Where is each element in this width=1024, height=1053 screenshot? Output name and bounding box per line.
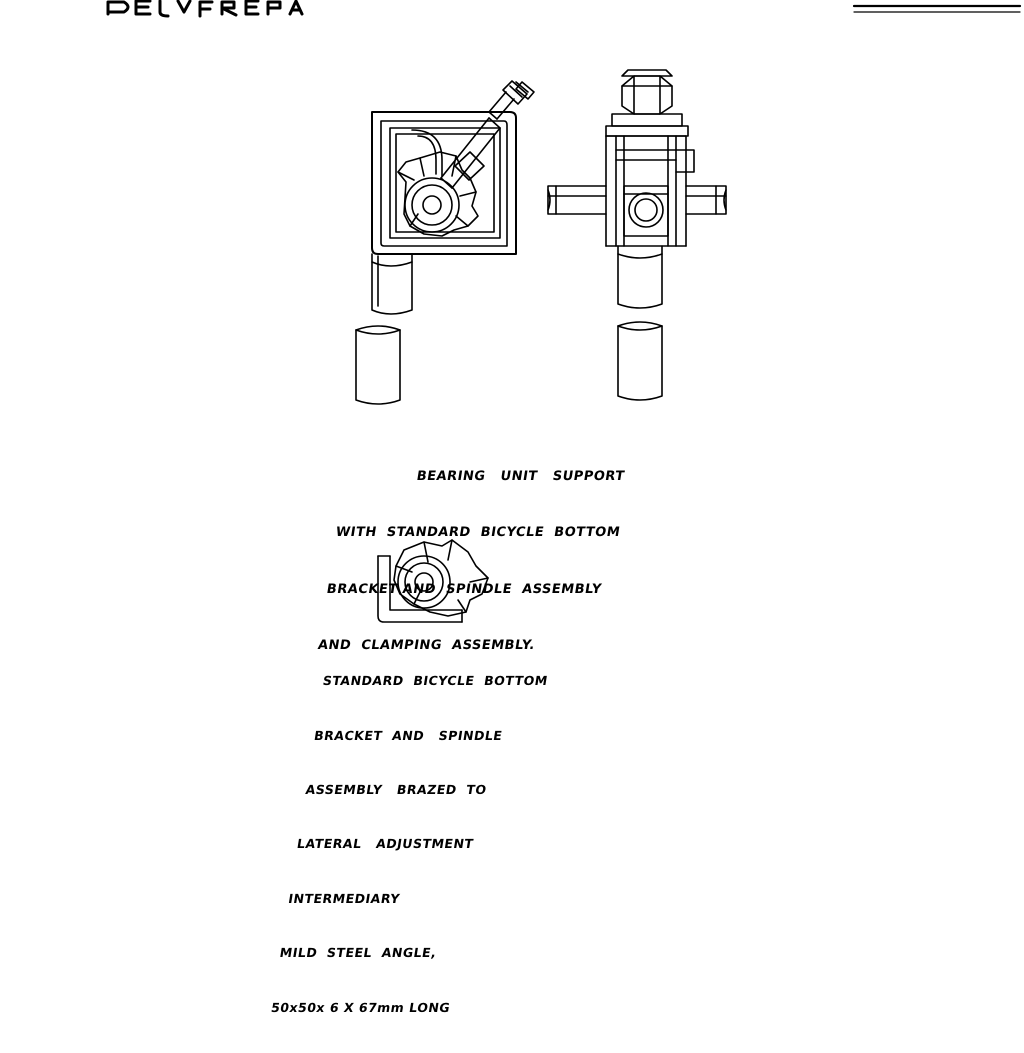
caption-line: ASSEMBLY BRAZED TO [304,782,488,797]
caption-line: BRACKET AND SPINDLE [313,727,504,743]
side-view-bearing-unit-support [548,70,726,308]
caption-line: LATERAL ADJUSTMENT [295,836,475,852]
caption-line: INTERMEDIARY [287,890,402,906]
caption-line: AND CLAMPING ASSEMBLY. [316,638,536,654]
tube-section-side [618,322,662,400]
caption-line: BEARING UNIT SUPPORT [415,468,626,484]
caption-line: WITH STANDARD BICYCLE BOTTOM [334,525,622,541]
caption-line: STANDARD BICYCLE BOTTOM [321,673,549,689]
caption-line: 50x50x 6 X 67mm LONG [270,999,452,1015]
front-view-bearing-unit-support [372,81,534,314]
tube-section-front [356,326,400,404]
caption-line: MILD STEEL ANGLE, [278,945,438,961]
top-heading-fragment [108,1,302,16]
caption-line: BRACKET AND SPINDLE ASSEMBLY [325,581,603,597]
